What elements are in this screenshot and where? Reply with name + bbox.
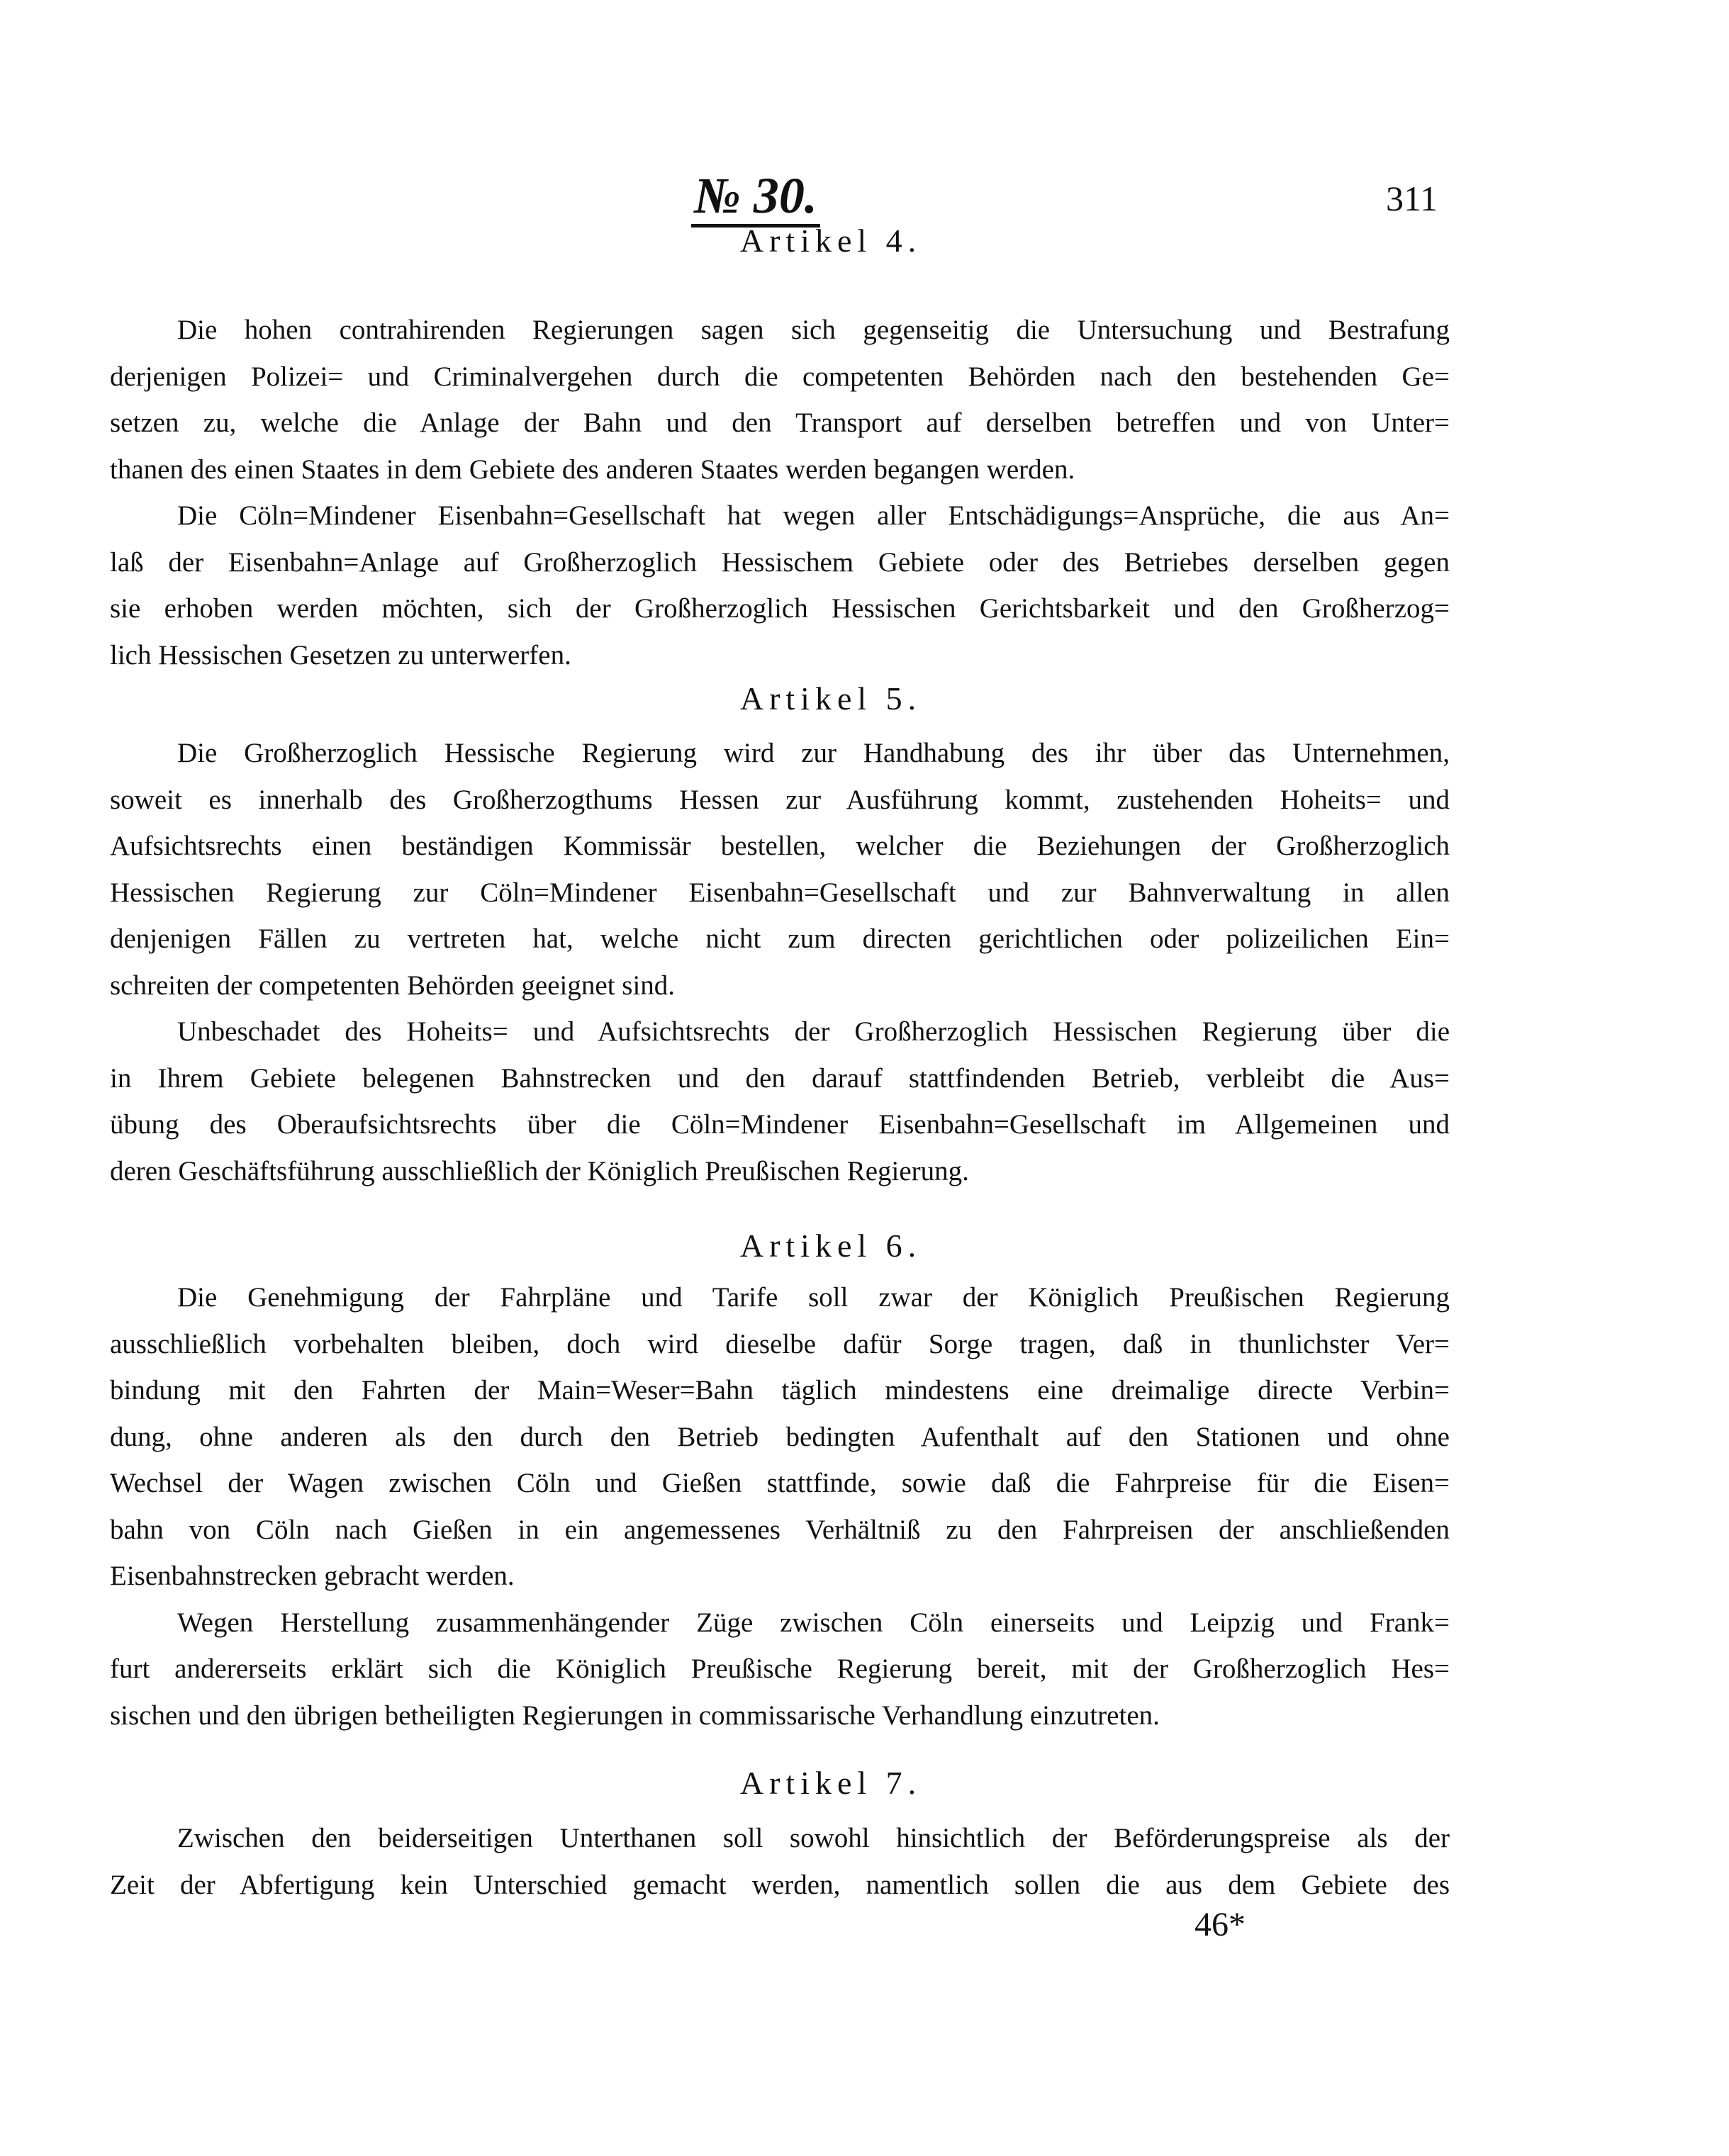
article-body — [110, 730, 1450, 1194]
signature-mark: 46* — [1194, 1906, 1246, 1943]
article-heading: Artikel 7. — [739, 1765, 922, 1801]
text-line: thanen des einen Staates in dem Gebiete des anderen Staates werden begangen werden. — [110, 454, 1075, 485]
text-line: Aufsichtsrechts einen beständigen Kommissär bestellen, welcher die Beziehungen der Großherzoglich — [110, 831, 1450, 861]
page-number: 311 — [1386, 179, 1438, 218]
text-line: Zwischen den beiderseitigen Unterthanen soll sowohl hinsichtlich der Beförderungspreise als der — [177, 1823, 1450, 1853]
paragraph — [110, 1600, 1450, 1739]
issue-number: № 30. — [691, 170, 820, 228]
article-heading: Artikel 6. — [739, 1228, 922, 1264]
text-line: in Ihrem Gebiete belegenen Bahnstrecken und den darauf stattfindenden Betrieb, verbleibt die Aus= — [110, 1062, 1450, 1094]
article-body — [110, 1274, 1450, 1739]
text-line: Die hohen contrahirenden Regierungen sagen sich gegenseitig die Untersuchung und Bestrafung — [177, 315, 1450, 345]
text-line: übung des Oberaufsichtsrechts über die Cöln=Mindener Eisenbahn=Gesellschaft im Allgemeinen und — [110, 1109, 1450, 1140]
article-heading: Artikel 4. — [739, 223, 922, 259]
text-line: derjenigen Polizei= und Criminalvergehen durch die competenten Behörden nach den bestehenden Ge= — [110, 361, 1450, 392]
text-line: setzen zu, welche die Anlage der Bahn und den Transport auf derselben betreffen und von Unter= — [110, 408, 1450, 438]
text-line: bindung mit den Fahrten der Main=Weser=Bahn täglich mindestens eine dreimalige directe Verbin= — [110, 1375, 1450, 1405]
article-heading: Artikel 5. — [739, 680, 922, 717]
text-line: Hessischen Regierung zur Cöln=Mindener Eisenbahn=Gesellschaft und zur Bahnverwaltung in allen — [110, 877, 1450, 908]
text-line: denjenigen Fällen zu vertreten hat, welche nicht zum directen gerichtlichen oder polizeilichen Ein= — [110, 923, 1450, 954]
text-line: sie erhoben werden möchten, sich der Großherzoglich Hessischen Gerichtsbarkeit und den Großherzog= — [110, 593, 1450, 624]
text-line: dung, ohne anderen als den durch den Betrieb bedingten Aufenthalt auf den Stationen und ohne — [110, 1421, 1450, 1452]
paragraph — [110, 307, 1450, 493]
text-line: furt andererseits erklärt sich die Königlich Preußische Regierung bereit, mit der Großherzoglich Hes= — [110, 1654, 1450, 1684]
text-line: bahn von Cöln nach Gießen in ein angemessenes Verhältniß zu den Fahrpreisen der anschließenden — [110, 1514, 1450, 1545]
paragraph — [110, 1815, 1450, 1908]
paragraph — [110, 493, 1450, 678]
text-line: soweit es innerhalb des Großherzogthums Hessen zur Ausführung kommt, zustehenden Hoheits= und — [110, 784, 1450, 815]
article-body — [110, 307, 1450, 678]
text-line: Die Cöln=Mindener Eisenbahn=Gesellschaft hat wegen aller Entschädigungs=Ansprüche, die aus An= — [177, 500, 1450, 531]
text-line: laß der Eisenbahn=Anlage auf Großherzoglich Hessischem Gebiete oder des Betriebes derselben gegen — [110, 546, 1450, 578]
text-line: schreiten der competenten Behörden geeignet sind. — [110, 970, 676, 1001]
text-line: Wegen Herstellung zusammenhängender Züge zwischen Cöln einerseits und Leipzig und Frank= — [177, 1607, 1450, 1638]
text-line: Eisenbahnstrecken gebracht werden. — [110, 1561, 515, 1591]
text-line: deren Geschäftsführung ausschließlich der Königlich Preußischen Regierung. — [110, 1155, 969, 1186]
paragraph — [110, 730, 1450, 1009]
text-line: ausschließlich vorbehalten bleiben, doch wird dieselbe dafür Sorge tragen, daß in thunlichster Ver= — [110, 1328, 1450, 1359]
article-body — [110, 1815, 1450, 1908]
text-line: Die Genehmigung der Fahrpläne und Tarife soll zwar der Königlich Preußischen Regierung — [177, 1282, 1450, 1313]
paragraph — [110, 1274, 1450, 1600]
text-line: Wechsel der Wagen zwischen Cöln und Gießen stattfinde, sowie daß die Fahrpreise für die Eisen= — [110, 1468, 1450, 1498]
text-line: Unbeschadet des Hoheits= und Aufsichtsrechts der Großherzoglich Hessischen Regierung über die — [177, 1016, 1450, 1047]
paragraph — [110, 1009, 1450, 1194]
text-line: lich Hessischen Gesetzen zu unterwerfen. — [110, 639, 571, 670]
text-line: Die Großherzoglich Hessische Regierung wird zur Handhabung des ihr über das Unternehmen, — [177, 738, 1450, 768]
text-line: sischen und den übrigen betheiligten Regierungen in commissarische Verhandlung einzutreten. — [110, 1700, 1160, 1731]
text-line: Zeit der Abfertigung kein Unterschied gemacht werden, namentlich sollen die aus dem Gebiete des — [110, 1869, 1450, 1900]
